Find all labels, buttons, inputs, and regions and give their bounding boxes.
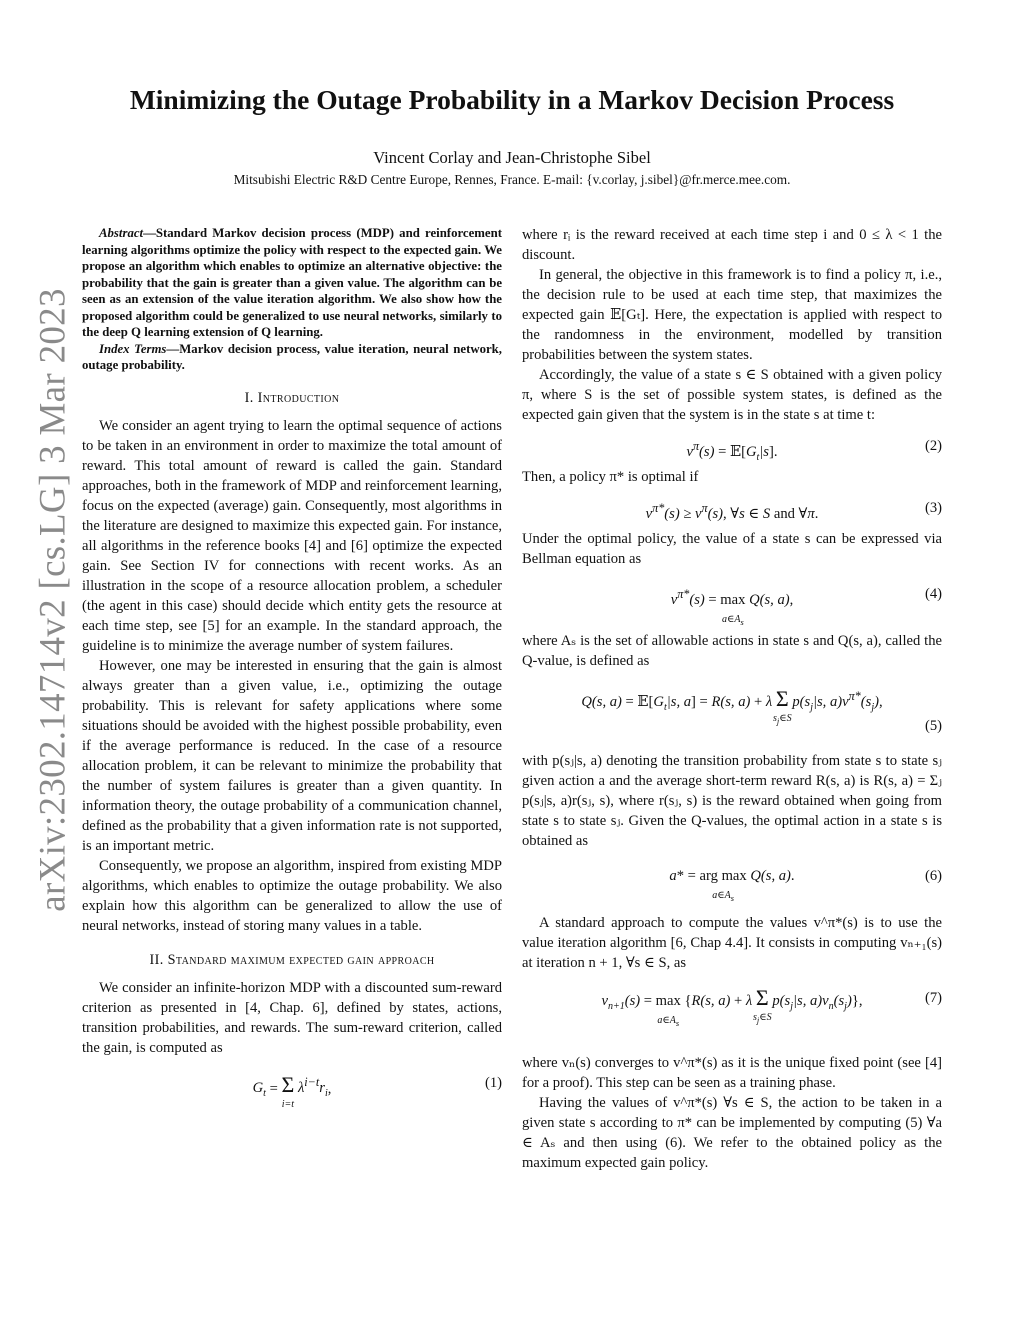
right-paragraph-9: where vₙ(s) converges to v^π*(s) as it is the unique fixed point (see [4] for a proof). This step can be seen as a training phase. — [522, 1055, 942, 1091]
equation-3: $v^{\pi*}(s) \ge v^\pi(s)$, ∀s ∈ S and ∀π. (3) — [522, 497, 942, 519]
right-paragraph-6: where Aₛ is the set of allowable actions in state s and Q(s, a), called the Q-value, is defined as — [522, 633, 942, 669]
equation-4: $v^{\pi*}(s) = \max$ $a\in A_s$ Q(s, a), (4) — [522, 579, 942, 621]
right-paragraph-5: Under the optimal policy, the value of a state s can be expressed via Bellman equation as — [522, 531, 942, 567]
standard-approach-paragraph: We consider an infinite-horizon MDP with a discounted sum-reward criterion as presented in [4, Chap. 6], defined by states, actions, transition probabilities, and rewards. The sum-reward criterion, called the gain, is computed as — [82, 979, 502, 1056]
arxiv-sidebar-stamp — [18, 230, 88, 970]
equation-7: $v_{n+1}(s) = \max$ $a\in A_s$ {R(s, a) + λ Σ $s_j\in S$ $p(s_j|s$, $a)v_n(s_j)$}, (7) — [601, 985, 942, 1028]
equation-7-number: (7) — [924, 990, 942, 1006]
index-terms-text: Markov decision process, value iteration, neural network, outage probability. — [82, 341, 502, 372]
equation-1-number: (1) — [484, 1074, 502, 1091]
equation-5: Q(s, $a) = 𝔼[G_t|s$, a] = R(s, a) + λ Σ $s_j\in S$ $p(s_j|s$, $a)v^{\pi*}(s_j)$, (5) — [522, 681, 942, 741]
right-paragraph-3: Accordingly, the value of a state s ∈ S obtained with a given policy π, where S is the set of possible system states, is defined as the expected gain given that the system is in the state s at time t: — [522, 367, 942, 423]
right-paragraph-4: Then, a policy π* is optimal if — [522, 469, 699, 485]
paper-affiliation: Mitsubishi Electric R&D Centre Europe, Rennes, France. E-mail: {v.corlay, j.sibel}@fr.merce.mee.com. — [233, 172, 791, 187]
right-paragraph-2: In general, the objective in this framework is to find a policy π, i.e., the decision rule to be used at each time step, that maximizes the expected gain 𝔼[Gₜ]. Here, the expectation is applied with respect to the randomness in the environment, modelled by transition probabilities between the system states. — [522, 267, 942, 363]
right-paragraph-8: A standard approach to compute the values v^π*(s) is to use the value iteration algorithm [6, Chap 4.4]. It consists in computing vₙ₊₁(s) at iteration n + 1, ∀s ∈ S, as — [522, 915, 942, 971]
equation-6-number: (6) — [924, 868, 942, 884]
right-column — [522, 225, 942, 1173]
equation-2: $v^\pi(s)$ = $𝔼[G_t|s]$. (2) — [522, 435, 942, 457]
equation-3-number: (3) — [924, 500, 942, 516]
abstract-text: Standard Markov decision process (MDP) and reinforcement learning algorithms optimize the policy with respect to the expected gain. We propose an algorithm which enables to optimize an alternative objective: the probability that the gain is greater than a given value. The algorithm can be seen as an extension of the value iteration algorithm. We also show how the proposed algorithm could be generalized to use neural networks, similarly to the deep Q learning extension of Q learning. — [82, 226, 502, 339]
equation-4-number: (4) — [924, 586, 942, 602]
section-heading-standard-approach: II. Standard maximum expected gain approach — [149, 951, 435, 968]
equation-5-number: (5) — [924, 718, 942, 734]
intro-paragraph-1: We consider an agent trying to learn the optimal sequence of actions to be taken in an environment in order to maximize the total amount of reward. This total amount of reward is called the gain. Standard approaches, both in the framework of MDP and reinforcement learning, focus on the expected (average) gain. Consequently, most algorithms in the literature are designed to maximize this expected gain. For instance, all algorithms in the reference books [4] and [6] optimize the expected gain. See Section IV for connections with recent works. As an illustration in the scope of a resource allocation problem, a scheduler (the agent in this case) should decide which entity gets the resource at each time step, see [5] for an example. In the standard approach, the guideline is to minimize the average number of system failures. — [82, 417, 502, 654]
index-terms-label: Index Terms — [99, 341, 167, 356]
intro-paragraph-3: Consequently, we propose an algorithm, inspired from existing MDP algorithms, which enables to optimize the outage probability. We also explain how this algorithm can be generalized to allow the use of neural networks, instead of storing many values in a table. — [82, 857, 502, 934]
intro-paragraph-2: However, one may be interested in ensuring that the gain is almost always greater than a given value, i.e., optimizing the outage probability. This is relevant for safety applications where some situations should be avoided with the highest possible probability, even if the average performance is reduced. In the case of a resource allocation problem, it can be relevant to minimize the probability that the number of system failures is greater than a given quantity. In information theory, the outage probability of a communication channel, defined as the probability that a given information rate is not supported, is an important metric. — [82, 657, 502, 854]
right-paragraph-7: with p(sⱼ|s, a) denoting the transition probability from state s to state sⱼ given action a and the average short-term reward R(s, a) is R(s, a) = Σⱼ p(sⱼ|s, a)r(sⱼ, s), where r(sⱼ, s) is the reward obtained when going from state s to state sⱼ. Given the Q-values, the optimal action in a state s is obtained as — [522, 753, 942, 849]
equation-6: a* = arg max $a\in A_s$ Q(s, a). (6) — [522, 861, 942, 903]
equation-1: $G_t = \Sigma$ i=t $\lambda^{i-t}r_i$, (1) — [82, 1068, 502, 1128]
abstract-label: Abstract — [99, 226, 144, 240]
index-terms-paragraph: Index Terms—Markov decision process, value iteration, neural network, outage probability. — [82, 341, 502, 372]
section-heading-introduction: I. Introduction — [244, 389, 340, 406]
right-paragraph-1: where rᵢ is the reward received at each time step i and 0 ≤ λ < 1 the discount. — [522, 227, 942, 263]
abstract-paragraph: Abstract—Standard Markov decision process (MDP) and reinforcement learning algorithms optimize the policy with respect to the expected gain. We propose an algorithm which enables to optimize an alternative objective: the probability that the gain is greater than a given value. The algorithm can be seen as an extension of the value iteration algorithm. We also show how the proposed algorithm could be generalized to use neural networks, similarly to the deep Q learning extension of Q learning. — [82, 226, 502, 339]
paper-authors: Vincent Corlay and Jean-Christophe Sibel — [373, 148, 651, 167]
right-paragraph-10: Having the values of v^π*(s) ∀s ∈ S, the action to be taken in a given state s according to π* can be implemented by computing (5) ∀a ∈ Aₛ and then using (6). We refer to the obtained policy as the maximum expected gain policy. — [522, 1095, 942, 1171]
arxiv-identifier: arXiv:2302.14714v2 [cs.LG] 3 Mar 2023 — [32, 288, 74, 912]
paper-title: Minimizing the Outage Probability in a Markov Decision Process — [129, 84, 895, 115]
left-column — [82, 225, 502, 1138]
equation-2-number: (2) — [924, 438, 942, 454]
